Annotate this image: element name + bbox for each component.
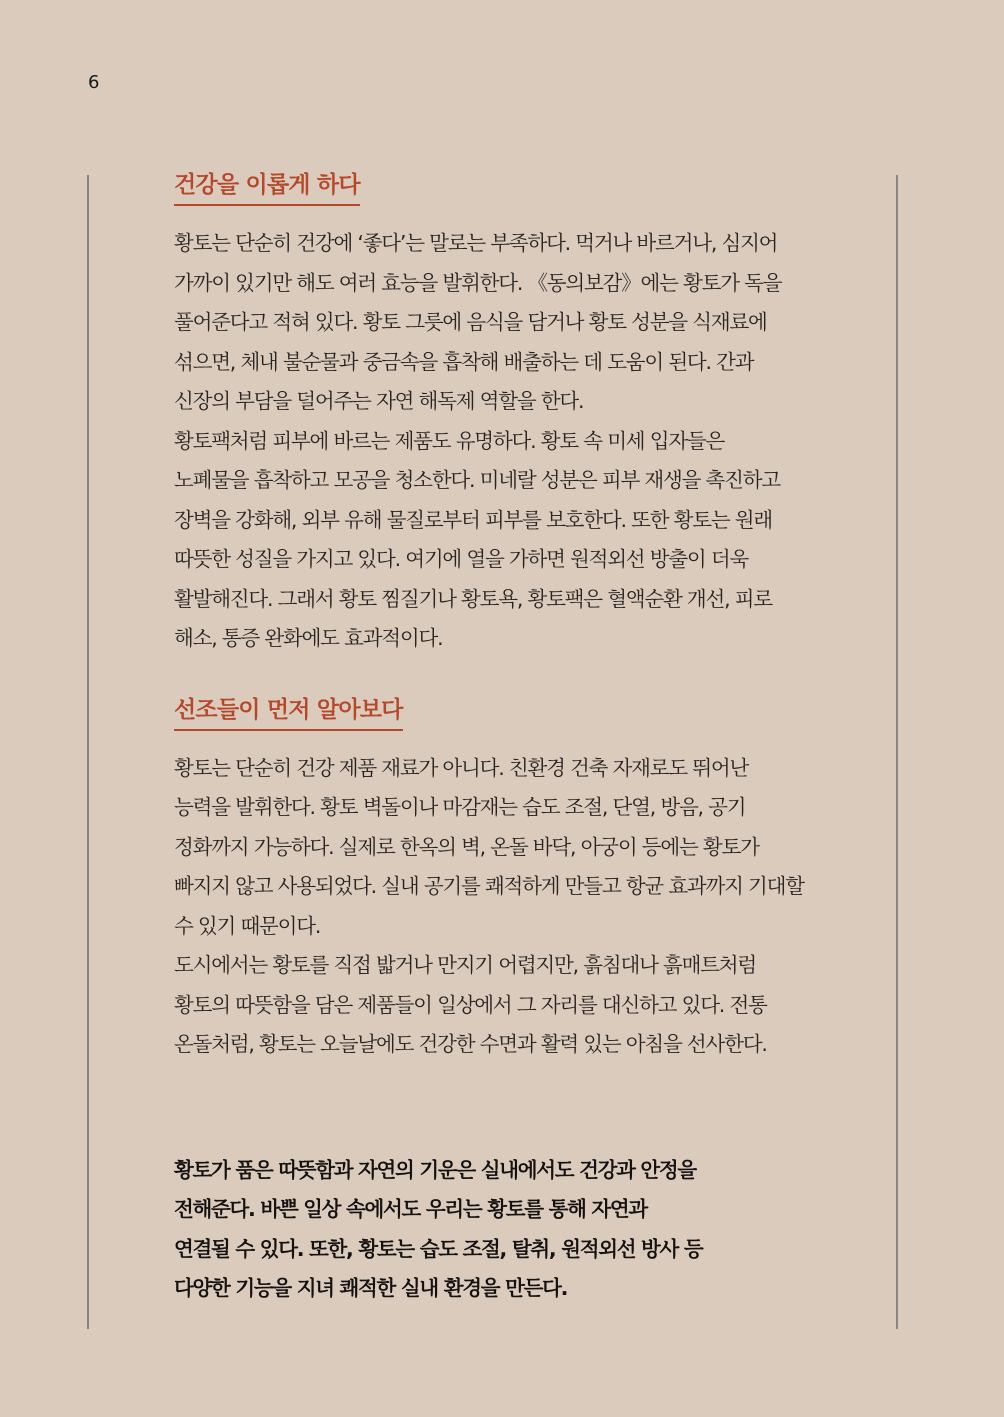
closing-line: 연결될 수 있다. 또한, 황토는 습도 조절, 탈취, 원적외선 방사 등 (174, 1236, 703, 1261)
body-line: 황토는 단순히 건강 제품 재료가 아니다. 친환경 건축 자재로도 뛰어난 (174, 755, 749, 780)
body-line: 빠지지 않고 사용되었다. 실내 공기를 쾌적하게 만들고 항균 효과까지 기대할 (174, 874, 804, 898)
section-ancestors (174, 693, 864, 1065)
body-line: 황토팩처럼 피부에 바르는 제품도 유명하다. 황토 속 미세 입자들은 (174, 428, 725, 453)
body-line: 활발해진다. 그래서 황토 찜질기나 황토욕, 황토팩은 혈액순환 개선, 피로 (174, 586, 772, 611)
closing-line: 황토가 품은 따뜻함과 자연의 기운은 실내에서도 건강과 안정을 (174, 1157, 696, 1182)
body-line: 수 있기 때문이다. (174, 913, 321, 938)
body-line: 풀어준다고 적혀 있다. 황토 그릇에 음식을 담거나 황토 성분을 식재료에 (174, 310, 767, 334)
body-line: 정화까지 가능하다. 실제로 한옥의 벽, 온돌 바닥, 아궁이 등에는 황토가 (174, 834, 759, 859)
body-line: 따뜻한 성질을 가지고 있다. 여기에 열을 가하면 원적외선 방출이 더욱 (174, 547, 749, 571)
right-margin-rule (896, 175, 898, 1329)
page-number: 6 (88, 72, 100, 93)
body-line: 장벽을 강화해, 외부 유해 물질로부터 피부를 보호한다. 또한 황토는 원래 (174, 507, 772, 532)
closing-line: 전해준다. 바쁜 일상 속에서도 우리는 황토를 통해 자연과 (174, 1197, 647, 1221)
closing-summary (174, 1151, 864, 1309)
body-line: 노폐물을 흡착하고 모공을 청소한다. 미네랄 성분은 피부 재생을 촉진하고 (174, 468, 780, 492)
body-line: 능력을 발휘한다. 황토 벽돌이나 마감재는 습도 조절, 단열, 방음, 공기 (174, 795, 746, 819)
body-line: 섞으면, 체내 불순물과 중금속을 흡착해 배출하는 데 도움이 된다. 간과 (174, 349, 754, 374)
body-line: 온돌처럼, 황토는 오늘날에도 건강한 수면과 활력 있는 아침을 선사한다. (174, 1032, 767, 1056)
section-health (174, 168, 864, 659)
section-title: 선조들이 먼저 알아보다 (174, 693, 403, 731)
body-line: 해소, 통증 완화에도 효과적이다. (174, 626, 443, 650)
left-margin-rule (87, 175, 89, 1329)
article-body (174, 168, 864, 1309)
body-line: 도시에서는 황토를 직접 밟거나 만지기 어렵지만, 흙침대나 흙매트처럼 (174, 953, 757, 977)
closing-line: 다양한 기능을 지녀 쾌적한 실내 환경을 만든다. (174, 1276, 568, 1300)
body-line: 황토의 따뜻함을 담은 제품들이 일상에서 그 자리를 대신하고 있다. 전통 (174, 992, 767, 1017)
body-line: 가까이 있기만 해도 여러 효능을 발휘한다. 《동의보감》에는 황토가 독을 (174, 270, 782, 295)
section-title: 건강을 이롭게 하다 (174, 168, 360, 206)
body-line: 황토는 단순히 건강에 ‘좋다’는 말로는 부족하다. 먹거나 바르거나, 심지어 (174, 231, 778, 255)
body-line: 신장의 부담을 덜어주는 자연 해독제 역할을 한다. (174, 389, 584, 413)
